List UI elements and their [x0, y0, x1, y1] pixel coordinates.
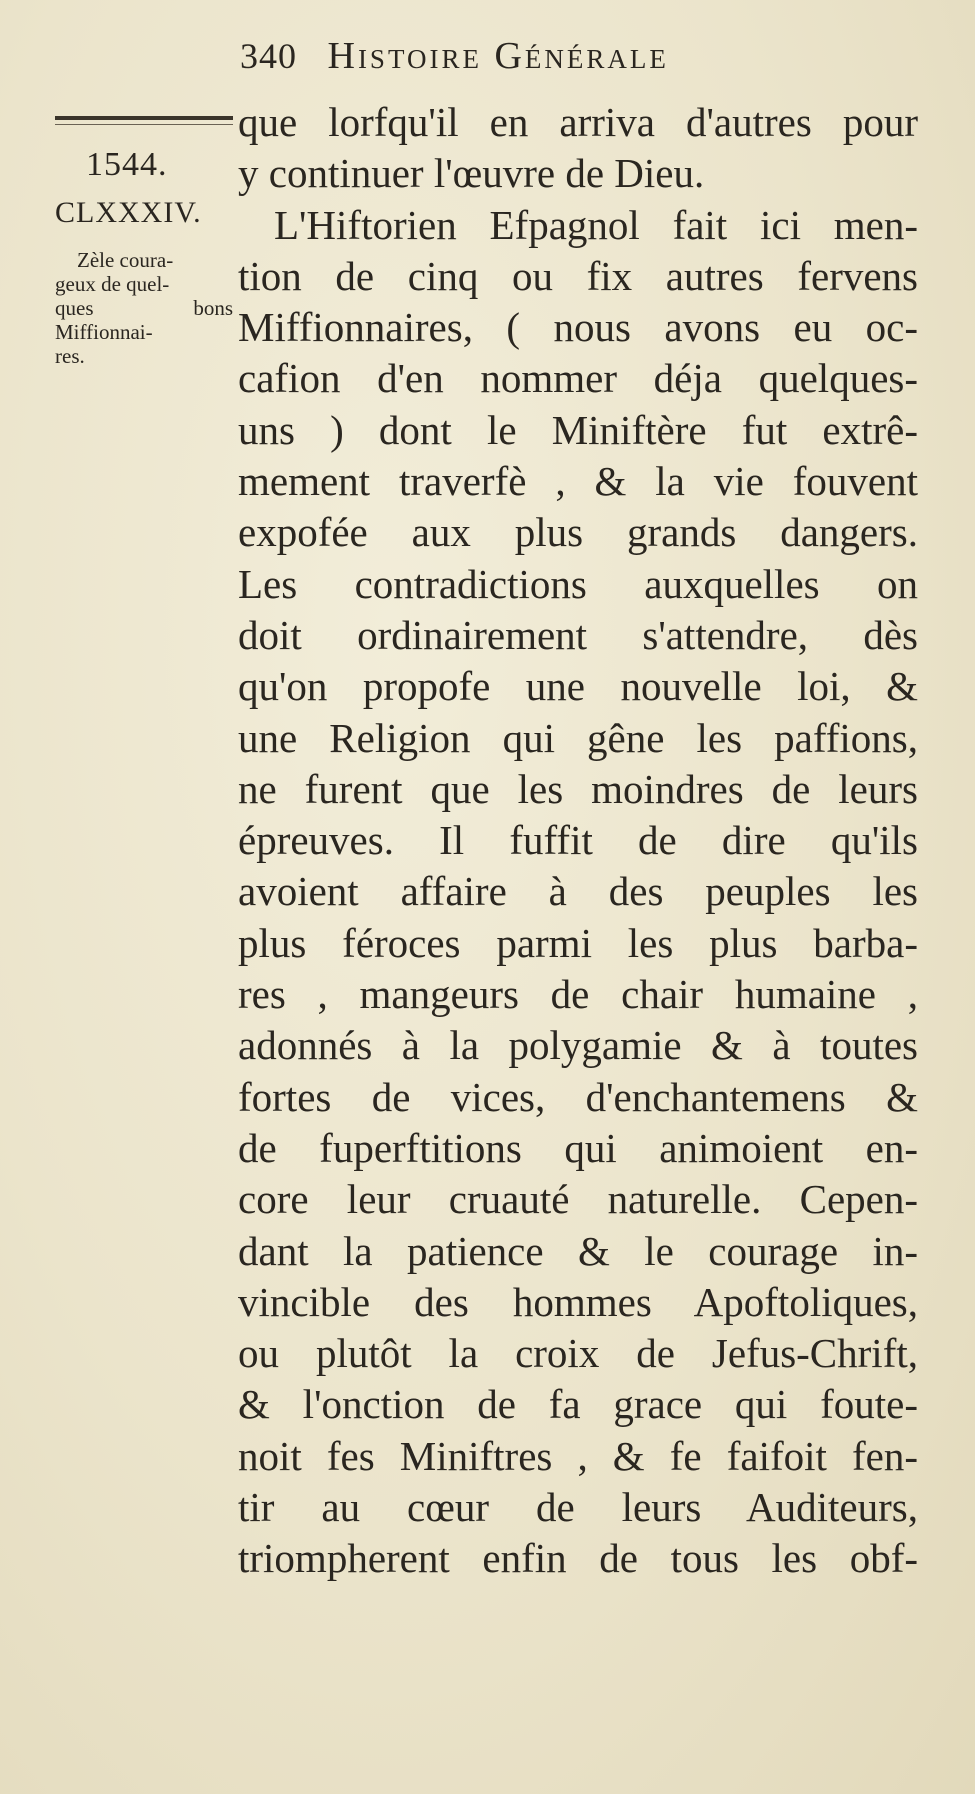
text-line: une Religion qui gêne les paffions, — [238, 714, 918, 761]
running-head — [240, 34, 900, 94]
text-line: vincible des hommes Apoftoliques, — [238, 1278, 918, 1325]
text-line: dant la patience & le courage in- — [238, 1227, 918, 1274]
margin-note-word: bons — [193, 296, 233, 320]
text-line: L'Hiftorien Efpagnol fait ici men- — [274, 201, 918, 248]
text-line: avoient affaire à des peuples les — [238, 868, 918, 915]
text-line: de fuperftitions qui animoient en- — [238, 1124, 918, 1171]
text-line: adonnés à la polygamie & à toutes — [238, 1022, 918, 1069]
text-line: fortes de vices, d'enchantemens & — [238, 1073, 918, 1120]
text-line: y continuer l'œuvre de Dieu. — [238, 150, 705, 197]
margin-note-line: Zèle coura- — [77, 248, 174, 272]
text-line: & l'onction de fa grace qui foute- — [238, 1381, 918, 1428]
text-line: tion de cinq ou fix autres fervens — [238, 252, 918, 299]
running-title: Histoire Générale — [327, 35, 669, 77]
text-line: uns ) dont le Miniftère fut extrê- — [238, 406, 918, 453]
margin-note-word: ques — [55, 296, 94, 320]
text-line: cafion d'en nommer déja quelques- — [238, 355, 918, 402]
margin-note — [55, 248, 235, 368]
margin-section-number: CLXXXIV. — [55, 196, 202, 229]
text-line: triompherent enfin de tous les obf- — [238, 1535, 918, 1582]
text-line: expofée aux plus grands dangers. — [238, 509, 918, 556]
text-line: tir au cœur de leurs Auditeurs, — [238, 1484, 918, 1531]
margin-year: 1544. — [86, 146, 168, 183]
body-text — [238, 97, 918, 1585]
margin-rule — [55, 116, 233, 120]
text-line: mement traverfè , & la vie fouvent — [238, 458, 918, 505]
text-line: res , mangeurs de chair humaine , — [238, 971, 918, 1018]
margin-note-line: geux de quel- — [55, 272, 170, 296]
text-line: Les contradictions auxquelles on — [238, 560, 918, 607]
text-line: Miffionnaires, ( nous avons eu oc- — [238, 304, 918, 351]
page-number: 340 — [240, 36, 297, 76]
text-line: épreuves. Il fuffit de dire qu'ils — [238, 817, 918, 864]
text-line: noit fes Miniftres , & fe faifoit fen- — [238, 1432, 918, 1479]
text-line: ne furent que les moindres de leurs — [238, 765, 918, 812]
margin-note-line: Miffionnai- — [55, 320, 153, 344]
margin-note-line — [55, 296, 233, 320]
text-line: core leur cruauté naturelle. Cepen- — [238, 1176, 918, 1223]
text-line: que lorfqu'il en arriva d'autres pour — [238, 99, 918, 145]
text-line: qu'on propofe une nouvelle loi, & — [238, 663, 918, 710]
text-line: ou plutôt la croix de Jefus-Chrift, — [238, 1330, 918, 1377]
margin-rule-thin — [55, 124, 233, 125]
text-line: plus féroces parmi les plus barba- — [238, 919, 918, 966]
text-line: doit ordinairement s'attendre, dès — [238, 611, 918, 658]
margin-note-line: res. — [55, 344, 85, 368]
